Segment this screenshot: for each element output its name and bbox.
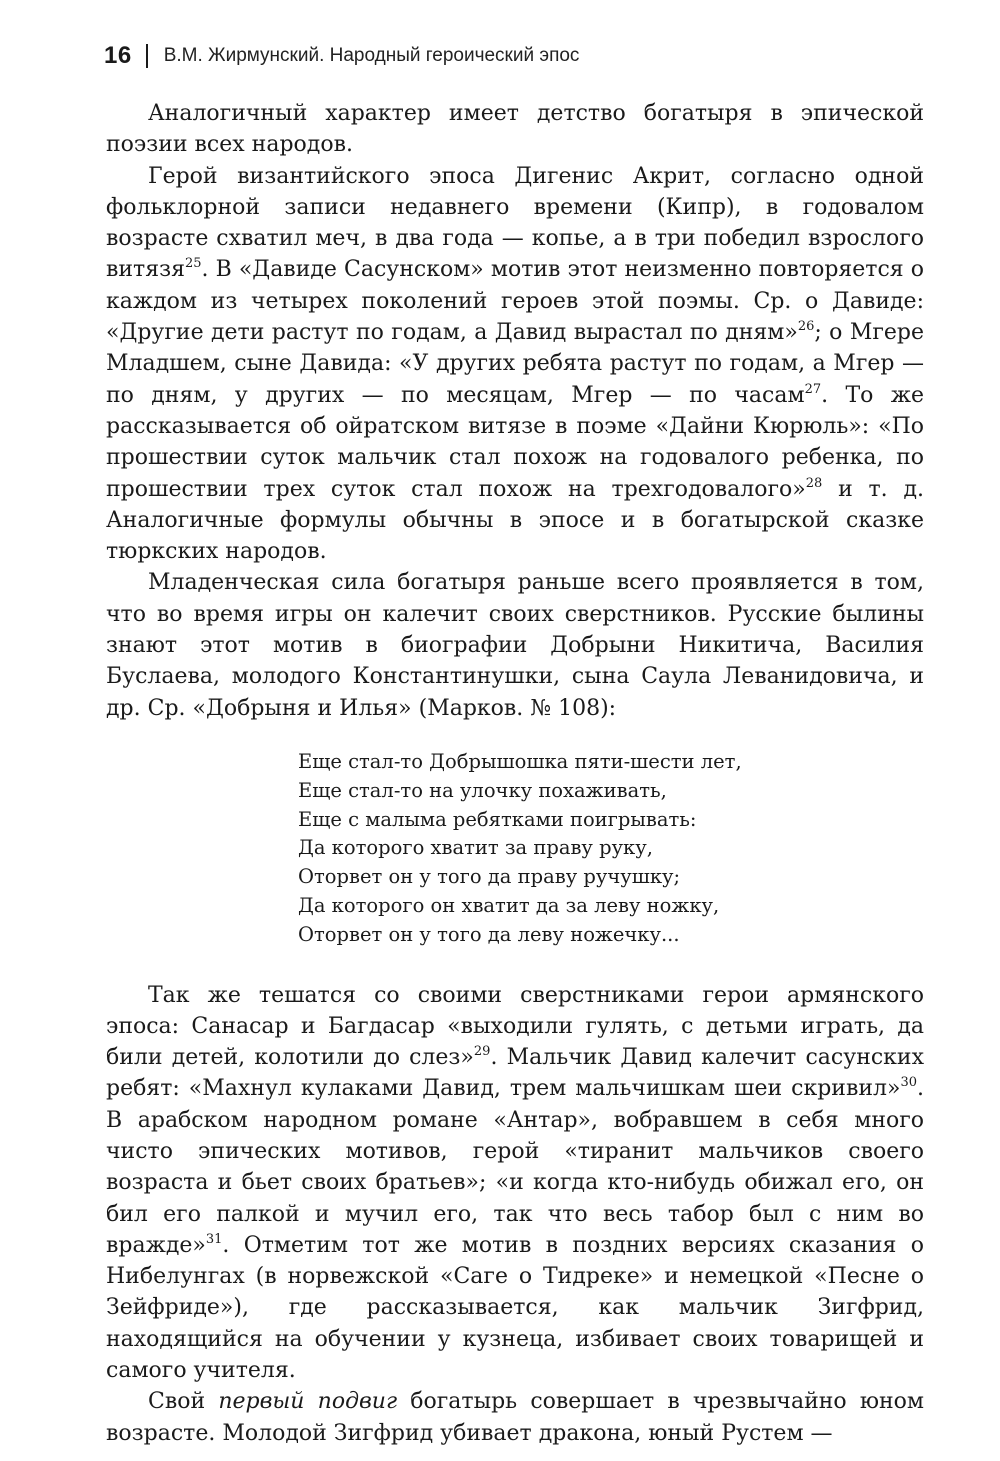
running-title: В.М. Жирмунский. Народный героический эпос bbox=[163, 45, 580, 66]
footnote-ref-30: 30 bbox=[900, 1075, 917, 1091]
body-text bbox=[106, 98, 924, 1449]
paragraph-3-text: Младенческая сила богатыря раньше всего проявляется в том, что во время игры он калечит своих сверстников. Русские былины знают этот мотив в биографии Добрыни Никитича, Василия Буслаева, молодого Константинушки, сына Саула Леванидовича, и др. Ср. «Добрыня и Илья» (Марков. № 108): bbox=[106, 570, 924, 721]
footnote-ref-25: 25 bbox=[184, 256, 202, 272]
text-run: . В арабском народном романе «Антар», вобравшем в себя много чисто эпических мотивов, герой «тиранит мальчиков своего возраста и бьет своих братьев»; «и когда кто-нибудь обижал его, он бил его палкой и мучил его, так что весь табор был с ним во вражде» bbox=[106, 1076, 924, 1258]
verse-line: Да которого хватит за праву руку, bbox=[298, 836, 653, 860]
paragraph-1-text: Аналогичный характер имеет детство богатыря в эпической поэзии всех народов. bbox=[106, 101, 924, 158]
text-run: Так же тешатся со своими сверстниками герои армянского эпоса: Санасар и Багдасар «выходили гулять, с детьми играть, да били детей, колотили до слез» bbox=[106, 982, 924, 1071]
paragraph-4 bbox=[106, 980, 924, 1387]
text-run: богатырь совершает в чрезвычайно юном возрасте. Молодой Зигфрид убивает дракона, юный Рустем — bbox=[106, 1389, 925, 1446]
verse-line: Да которого он хватит да за леву ножку, bbox=[298, 893, 720, 917]
verse-line: Оторвет он у того да праву ручушку; bbox=[298, 865, 681, 889]
text-run: . В «Давиде Сасунском» мотив этот неизменно повторяется о каждом из четырех поколений героев этой поэмы. Ср. о Давиде: «Другие дети растут по годам, а Давид вырастал по дням» bbox=[106, 257, 924, 346]
text-run: Герой византийского эпоса Дигенис Акрит, согласно одной фольклорной записи недавнего времени (Кипр), в годовалом возрасте схватил меч, в два года — копье, а в три победил взрослого витязя bbox=[106, 163, 924, 283]
text-run: Свой bbox=[148, 1389, 219, 1415]
verse-line: Еще с малыма ребятками поигрывать: bbox=[298, 807, 697, 831]
text-run: . Мальчик Давид калечит сасунских ребят: «Махнул кулаками Давид, трем мальчишкам шеи скривил» bbox=[106, 1045, 924, 1102]
header-separator bbox=[146, 44, 148, 68]
footnote-ref-26: 26 bbox=[797, 319, 815, 335]
text-run: . То же рассказывается об ойратском витязе в поэме «Дайни Кюрюль»: «По прошествии суток мальчик стал похож на годовалого ребенка, по прошествии трех суток стал похож на трехгодовалого» bbox=[106, 382, 925, 502]
text-run: и т. д. Аналогичные формулы обычны в эпосе и в богатырской сказке тюркских народов. bbox=[106, 476, 924, 565]
page-number: 16 bbox=[104, 42, 132, 69]
footnote-ref-27: 27 bbox=[804, 381, 822, 397]
paragraph-5 bbox=[106, 1386, 924, 1449]
footnote-ref-31: 31 bbox=[205, 1231, 223, 1247]
footnote-ref-29: 29 bbox=[473, 1044, 491, 1060]
text-run: . Отметим тот же мотив в поздних версиях сказания о Нибелунгах (в норвежской «Саге о Тидреке» и немецкой «Песне о Зейфриде»), где рассказывается, как мальчик Зигфрид, находящийся на обучении у кузнеца, избивает своих товарищей и самого учителя. bbox=[106, 1232, 924, 1384]
verse-line: Еще стал-то Добрышошка пяти-шести лет, bbox=[298, 749, 742, 773]
verse-quotation bbox=[298, 748, 924, 950]
paragraph-1 bbox=[106, 98, 924, 161]
paragraph-2 bbox=[106, 161, 924, 568]
italic-term: первый подвиг bbox=[218, 1389, 398, 1415]
text-run: ; о Мгере Младшем, сыне Давида: «У других ребята растут по годам, а Мгер — по дням, у других — по месяцам, Мгер — по часам bbox=[106, 320, 924, 408]
verse-line: Еще стал-то на улочку похаживать, bbox=[298, 778, 667, 802]
footnote-ref-28: 28 bbox=[805, 475, 823, 491]
paragraph-3 bbox=[106, 567, 924, 723]
verse-line: Оторвет он у того да леву ножечку... bbox=[298, 922, 680, 946]
running-header bbox=[104, 42, 579, 70]
